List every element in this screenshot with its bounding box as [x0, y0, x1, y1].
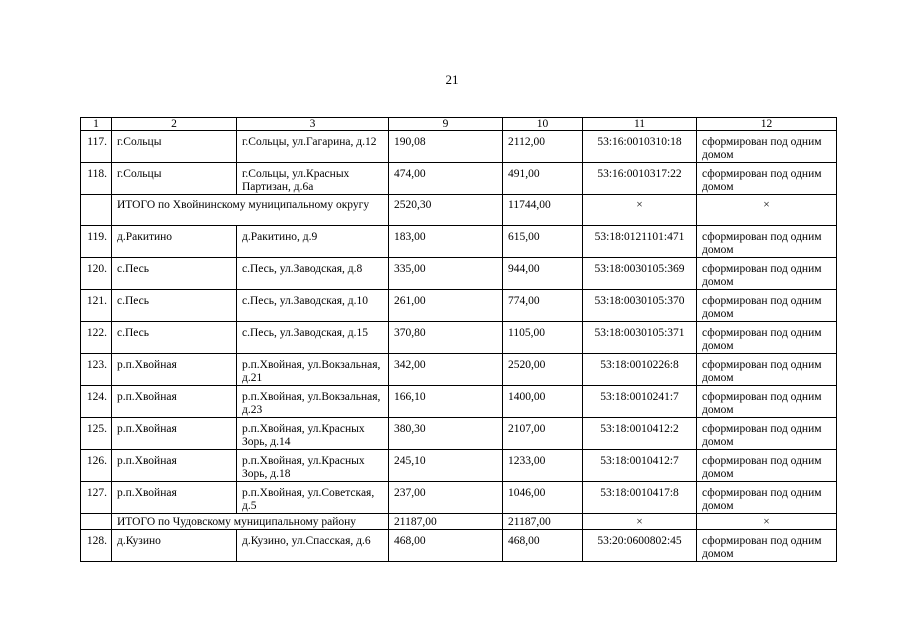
cadastral-number-cell: 53:18:0030105:370 [583, 290, 697, 322]
row-number-cell: 128. [81, 530, 112, 562]
status-placeholder-cell: × [697, 514, 837, 530]
table-row [81, 482, 837, 514]
row-number-cell: 124. [81, 386, 112, 418]
status-cell: сформирован под одним домом [697, 530, 837, 562]
settlement-cell: д.Ракитино [112, 226, 237, 258]
area-cell: 183,00 [389, 226, 503, 258]
address-cell: д.Ракитино, д.9 [237, 226, 389, 258]
row-number-cell: 123. [81, 354, 112, 386]
land-area-cell: 468,00 [503, 530, 583, 562]
settlement-cell: р.п.Хвойная [112, 482, 237, 514]
table-row [81, 163, 837, 195]
address-cell: с.Песь, ул.Заводская, д.8 [237, 258, 389, 290]
area-cell: 261,00 [389, 290, 503, 322]
settlement-cell: с.Песь [112, 290, 237, 322]
header-cell: 10 [503, 118, 583, 131]
header-cell: 3 [237, 118, 389, 131]
status-cell: сформирован под одним домом [697, 450, 837, 482]
table-row [81, 386, 837, 418]
area-cell: 342,00 [389, 354, 503, 386]
land-area-cell: 1233,00 [503, 450, 583, 482]
land-area-cell: 615,00 [503, 226, 583, 258]
cadastral-number-cell: 53:18:0030105:369 [583, 258, 697, 290]
header-cell: 11 [583, 118, 697, 131]
table-row [81, 226, 837, 258]
area-cell: 380,30 [389, 418, 503, 450]
settlement-cell: р.п.Хвойная [112, 386, 237, 418]
total-land-area-cell: 21187,00 [503, 514, 583, 530]
address-cell: р.п.Хвойная, ул.Красных Зорь, д.18 [237, 450, 389, 482]
empty-cell [81, 195, 112, 226]
page-number: 21 [445, 72, 459, 87]
status-cell: сформирован под одним домом [697, 290, 837, 322]
status-cell: сформирован под одним домом [697, 258, 837, 290]
area-cell: 245,10 [389, 450, 503, 482]
total-area-cell: 21187,00 [389, 514, 503, 530]
row-number-cell: 117. [81, 131, 112, 163]
address-cell: д.Кузино, ул.Спасская, д.6 [237, 530, 389, 562]
address-cell: р.п.Хвойная, ул.Вокзальная, д.23 [237, 386, 389, 418]
settlement-cell: г.Сольцы [112, 163, 237, 195]
table-row [81, 418, 837, 450]
area-cell: 190,08 [389, 131, 503, 163]
cadastral-number-cell: 53:16:0010317:22 [583, 163, 697, 195]
header-cell: 1 [81, 118, 112, 131]
settlement-cell: р.п.Хвойная [112, 418, 237, 450]
address-cell: г.Сольцы, ул.Гагарина, д.12 [237, 131, 389, 163]
table-row [81, 131, 837, 163]
settlement-cell: р.п.Хвойная [112, 450, 237, 482]
settlement-cell: с.Песь [112, 258, 237, 290]
settlement-cell: г.Сольцы [112, 131, 237, 163]
status-cell: сформирован под одним домом [697, 386, 837, 418]
area-cell: 166,10 [389, 386, 503, 418]
address-cell: р.п.Хвойная, ул.Вокзальная, д.21 [237, 354, 389, 386]
table-row [81, 354, 837, 386]
cadastral-number-cell: 53:18:0010226:8 [583, 354, 697, 386]
cadastral-placeholder-cell: × [583, 514, 697, 530]
table-row [81, 322, 837, 354]
status-cell: сформирован под одним домом [697, 354, 837, 386]
address-cell: р.п.Хвойная, ул.Красных Зорь, д.14 [237, 418, 389, 450]
status-cell: сформирован под одним домом [697, 226, 837, 258]
cadastral-number-cell: 53:18:0121101:471 [583, 226, 697, 258]
land-area-cell: 2107,00 [503, 418, 583, 450]
total-row [81, 195, 837, 226]
total-row [81, 514, 837, 530]
address-cell: с.Песь, ул.Заводская, д.10 [237, 290, 389, 322]
row-number-cell: 126. [81, 450, 112, 482]
table-header-row [81, 118, 837, 131]
address-cell: г.Сольцы, ул.Красных Партизан, д.6а [237, 163, 389, 195]
land-area-cell: 1105,00 [503, 322, 583, 354]
cadastral-number-cell: 53:16:0010310:18 [583, 131, 697, 163]
status-cell: сформирован под одним домом [697, 131, 837, 163]
land-area-cell: 1046,00 [503, 482, 583, 514]
cadastral-number-cell: 53:20:0600802:45 [583, 530, 697, 562]
table-row [81, 530, 837, 562]
property-table [80, 117, 837, 562]
header-cell: 12 [697, 118, 837, 131]
cadastral-placeholder-cell: × [583, 195, 697, 226]
status-cell: сформирован под одним домом [697, 322, 837, 354]
row-number-cell: 118. [81, 163, 112, 195]
row-number-cell: 120. [81, 258, 112, 290]
cadastral-number-cell: 53:18:0010412:2 [583, 418, 697, 450]
cadastral-number-cell: 53:18:0010241:7 [583, 386, 697, 418]
land-area-cell: 2520,00 [503, 354, 583, 386]
land-area-cell: 491,00 [503, 163, 583, 195]
total-label-cell: ИТОГО по Хвойнинскому муниципальному округу [112, 195, 389, 226]
row-number-cell: 125. [81, 418, 112, 450]
area-cell: 474,00 [389, 163, 503, 195]
status-cell: сформирован под одним домом [697, 163, 837, 195]
row-number-cell: 121. [81, 290, 112, 322]
land-area-cell: 1400,00 [503, 386, 583, 418]
cadastral-number-cell: 53:18:0010417:8 [583, 482, 697, 514]
status-cell: сформирован под одним домом [697, 418, 837, 450]
empty-cell [81, 514, 112, 530]
cadastral-number-cell: 53:18:0030105:371 [583, 322, 697, 354]
area-cell: 468,00 [389, 530, 503, 562]
row-number-cell: 122. [81, 322, 112, 354]
area-cell: 335,00 [389, 258, 503, 290]
area-cell: 370,80 [389, 322, 503, 354]
status-placeholder-cell: × [697, 195, 837, 226]
settlement-cell: р.п.Хвойная [112, 354, 237, 386]
table-row [81, 258, 837, 290]
total-land-area-cell: 11744,00 [503, 195, 583, 226]
settlement-cell: с.Песь [112, 322, 237, 354]
address-cell: р.п.Хвойная, ул.Советская, д.5 [237, 482, 389, 514]
cadastral-number-cell: 53:18:0010412:7 [583, 450, 697, 482]
land-area-cell: 774,00 [503, 290, 583, 322]
table-row [81, 290, 837, 322]
table-row [81, 450, 837, 482]
area-cell: 237,00 [389, 482, 503, 514]
header-cell: 9 [389, 118, 503, 131]
settlement-cell: д.Кузино [112, 530, 237, 562]
row-number-cell: 127. [81, 482, 112, 514]
status-cell: сформирован под одним домом [697, 482, 837, 514]
address-cell: с.Песь, ул.Заводская, д.15 [237, 322, 389, 354]
land-area-cell: 2112,00 [503, 131, 583, 163]
total-label-cell: ИТОГО по Чудовскому муниципальному району [112, 514, 389, 530]
header-cell: 2 [112, 118, 237, 131]
land-area-cell: 944,00 [503, 258, 583, 290]
total-area-cell: 2520,30 [389, 195, 503, 226]
row-number-cell: 119. [81, 226, 112, 258]
